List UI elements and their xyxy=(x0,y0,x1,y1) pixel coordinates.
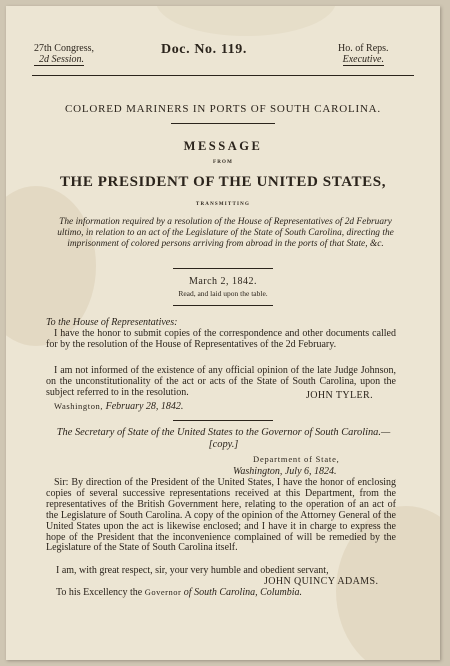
signature-tyler: JOHN TYLER. xyxy=(306,390,373,401)
signature-adams: JOHN QUINCY ADAMS. xyxy=(264,576,379,587)
branch-label: Executive. xyxy=(342,54,384,65)
transmitting-label: TRANSMITTING xyxy=(195,202,251,207)
place-date xyxy=(54,401,183,412)
message-heading: MESSAGE xyxy=(183,139,263,153)
divider-rule xyxy=(173,305,273,306)
sign-date: February 28, 1842. xyxy=(105,401,184,412)
divider-rule xyxy=(173,420,273,421)
paragraph: I am not informed of the existence of any official opinion of the late Judge Johnson, on the unconstitutionality of the act or acts of the State of South Carolina, upon the subject referred to in the resolution. xyxy=(46,365,396,398)
paper-stain xyxy=(156,6,336,36)
place-label: Washington, xyxy=(54,401,104,411)
read-note: Read, and laid upon the table. xyxy=(178,289,268,298)
subtitle-rule xyxy=(171,123,275,124)
department-label: Department of State, xyxy=(253,454,340,464)
letter-body: Sir: By direction of the President of the United States, I have the honor of enclosing copies of several successive representations received at this Department, from the representatives of the British Government here, relating to the operation of an act of the Legislature of South Carolina. A copy of the opinion of the Attorney General of the United States upon the act is likewise enclosed; and I have it in charge to express the hope of the President that the inconvenience complained of will be remedied by the Legislature of the State of South Carolina itself. xyxy=(46,477,396,554)
addressee-title: Governor xyxy=(144,587,182,597)
header-rule xyxy=(32,75,414,76)
president-heading: THE PRESIDENT OF THE UNITED STATES, xyxy=(59,174,387,190)
house-label: Ho. of Reps. Executive. xyxy=(338,43,389,65)
from-label: FROM xyxy=(212,160,234,165)
addressee-place: of South Carolina, Columbia. xyxy=(183,587,303,598)
addressee-prefix: To his Excellency the xyxy=(56,587,143,598)
subtitle: COLORED MARINERS IN PORTS OF SOUTH CAROLINA. xyxy=(65,103,381,115)
paragraph: I have the honor to submit copies of the correspondence and other documents called for by the resolution of the House of Representatives of the 2d February. xyxy=(46,328,396,350)
message-date: March 2, 1842. xyxy=(188,276,258,287)
document-number: Doc. No. 119. xyxy=(161,42,247,57)
session-label: 2d Session. xyxy=(34,54,84,66)
section-heading: The Secretary of State of the United States to the Governor of South Carolina.—[copy.] xyxy=(56,427,391,450)
salutation: To the House of Representatives: xyxy=(46,317,178,328)
document-page xyxy=(6,6,440,660)
closing-line: I am, with great respect, sir, your very humble and obedient servant, xyxy=(56,565,329,576)
divider-rule xyxy=(173,268,273,269)
congress-label: 27th Congress, 2d Session. xyxy=(34,43,94,65)
description-text: The information required by a resolution of the House of Representatives of 2d February ultimo, in relation to an act of the Legislature of the State of South Carolina, directing the imprisonment of colored persons arriving from abroad in the ports of that State, &c. xyxy=(57,217,394,249)
department-date: Washington, July 6, 1824. xyxy=(233,466,337,477)
addressee-line xyxy=(56,587,302,598)
